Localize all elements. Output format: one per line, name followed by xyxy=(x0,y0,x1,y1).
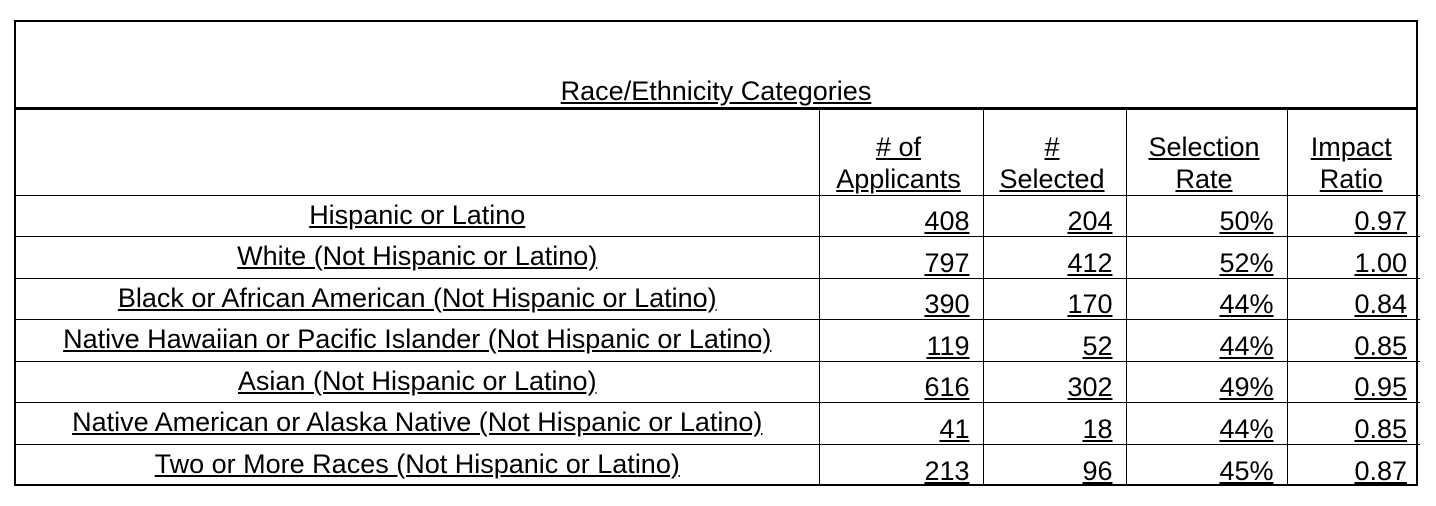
impact-ratio-cell xyxy=(1287,237,1420,279)
applicants-cell xyxy=(819,195,983,237)
impact-ratio-cell xyxy=(1287,320,1420,362)
header-selected xyxy=(983,110,1126,195)
selection-rate-value: 44% xyxy=(1219,289,1274,319)
impact-ratio-value: 0.97 xyxy=(1354,206,1407,236)
applicants-cell xyxy=(819,320,983,362)
header-impact-ratio-line1: Impact xyxy=(1310,131,1392,162)
category-label: Asian (Not Hispanic or Latino) xyxy=(237,365,597,396)
table-row xyxy=(16,320,1420,362)
selected-value: 18 xyxy=(1082,413,1113,444)
applicants-cell xyxy=(819,237,983,279)
selection-rate-value: 50% xyxy=(1219,206,1274,236)
impact-ratio-table xyxy=(14,20,1418,486)
category-label: Two or More Races (Not Hispanic or Latino) xyxy=(154,448,680,479)
impact-ratio-value: 0.85 xyxy=(1354,413,1407,444)
applicants-value: 616 xyxy=(924,372,970,402)
category-label: White (Not Hispanic or Latino) xyxy=(237,241,598,271)
header-selection-rate xyxy=(1126,110,1287,195)
table-title: Race/Ethnicity Categories xyxy=(560,76,872,106)
selected-cell xyxy=(983,195,1126,237)
applicants-cell xyxy=(819,403,983,445)
impact-ratio-cell xyxy=(1287,278,1420,320)
selection-rate-cell xyxy=(1126,237,1287,279)
selection-rate-cell xyxy=(1126,361,1287,403)
table-title-band xyxy=(16,22,1416,110)
header-impact-ratio-line2: Ratio xyxy=(1319,163,1383,194)
header-applicants-line1: # of xyxy=(875,131,922,162)
applicants-value: 390 xyxy=(924,289,970,319)
selected-value: 52 xyxy=(1082,330,1113,361)
applicants-value: 213 xyxy=(924,455,970,486)
table-row xyxy=(16,361,1420,403)
data-table xyxy=(16,110,1420,486)
table-row xyxy=(16,278,1420,320)
header-impact-ratio xyxy=(1287,110,1420,195)
applicants-cell xyxy=(819,278,983,320)
selected-value: 204 xyxy=(1067,206,1113,236)
header-category-blank xyxy=(16,110,819,195)
selection-rate-value: 49% xyxy=(1219,372,1274,402)
selected-value: 412 xyxy=(1067,247,1113,278)
table-row xyxy=(16,444,1420,486)
impact-ratio-value: 0.84 xyxy=(1354,289,1407,319)
category-label: Hispanic or Latino xyxy=(309,199,526,230)
impact-ratio-cell xyxy=(1287,444,1420,486)
impact-ratio-value: 0.95 xyxy=(1354,372,1407,402)
header-selected-line1: # xyxy=(1044,131,1060,162)
impact-ratio-cell xyxy=(1287,361,1420,403)
table-row xyxy=(16,403,1420,445)
category-cell xyxy=(16,444,819,486)
category-cell xyxy=(16,361,819,403)
category-label: Native Hawaiian or Pacific Islander (Not Hispanic or Latino) xyxy=(63,324,772,354)
selection-rate-cell xyxy=(1126,320,1287,362)
selected-cell xyxy=(983,403,1126,445)
table-row xyxy=(16,237,1420,279)
selected-cell xyxy=(983,361,1126,403)
applicants-value: 119 xyxy=(926,330,970,361)
selection-rate-cell xyxy=(1126,278,1287,320)
header-selected-line2: Selected xyxy=(999,163,1105,194)
impact-ratio-value: 0.87 xyxy=(1354,455,1407,486)
header-selection-rate-line2: Rate xyxy=(1175,163,1233,194)
header-applicants xyxy=(819,110,983,195)
impact-ratio-cell xyxy=(1287,195,1420,237)
category-cell xyxy=(16,320,819,362)
impact-ratio-cell xyxy=(1287,403,1420,445)
selection-rate-cell xyxy=(1126,444,1287,486)
category-cell xyxy=(16,403,819,445)
applicants-value: 41 xyxy=(939,413,970,444)
impact-ratio-value: 1.00 xyxy=(1354,247,1407,278)
applicants-cell xyxy=(819,361,983,403)
selection-rate-value: 45% xyxy=(1219,455,1274,486)
header-row xyxy=(16,110,1420,195)
header-applicants-line2: Applicants xyxy=(836,163,961,194)
category-label: Black or African American (Not Hispanic or Latino) xyxy=(117,282,717,313)
header-selection-rate-line1: Selection xyxy=(1148,131,1260,162)
selection-rate-cell xyxy=(1126,195,1287,237)
selection-rate-value: 52% xyxy=(1219,247,1274,278)
table-row xyxy=(16,195,1420,237)
selected-cell xyxy=(983,237,1126,279)
selection-rate-cell xyxy=(1126,403,1287,445)
selected-cell xyxy=(983,444,1126,486)
impact-ratio-value: 0.85 xyxy=(1354,330,1407,361)
selected-cell xyxy=(983,278,1126,320)
category-cell xyxy=(16,237,819,279)
category-cell xyxy=(16,195,819,237)
applicants-value: 408 xyxy=(924,206,970,236)
applicants-value: 797 xyxy=(924,247,970,278)
selected-value: 170 xyxy=(1067,289,1113,319)
selected-value: 96 xyxy=(1082,455,1113,486)
selected-value: 302 xyxy=(1067,372,1113,402)
applicants-cell xyxy=(819,444,983,486)
category-cell xyxy=(16,278,819,320)
selected-cell xyxy=(983,320,1126,362)
selection-rate-value: 44% xyxy=(1219,413,1274,444)
category-label: Native American or Alaska Native (Not Hispanic or Latino) xyxy=(72,407,763,437)
selection-rate-value: 44% xyxy=(1219,330,1274,361)
